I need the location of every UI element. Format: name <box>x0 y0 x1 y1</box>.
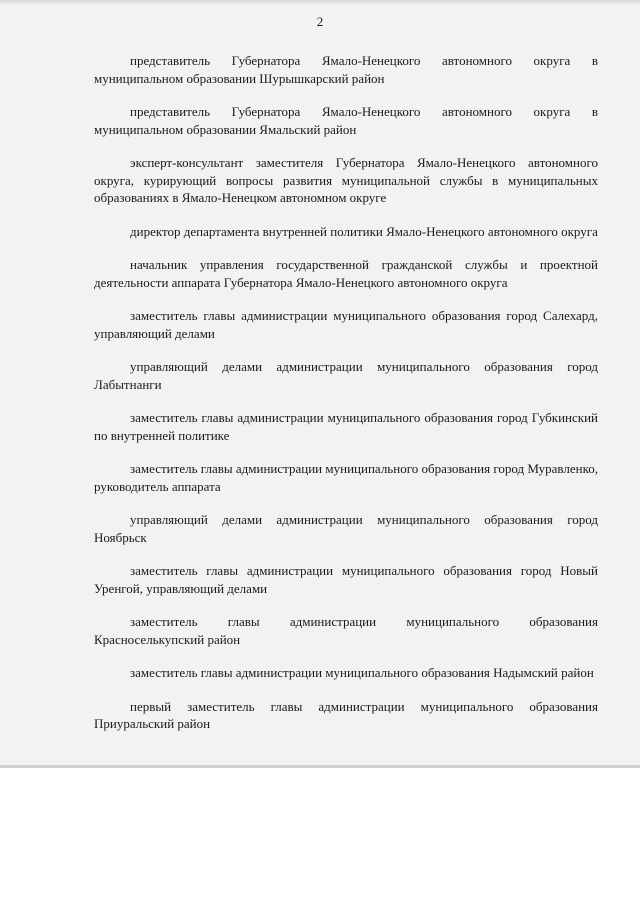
position-entry: управляющий делами администрации муниципального образования город Ноябрьск <box>94 512 598 545</box>
position-entry: заместитель главы администрации муниципального образования Надымский район <box>130 665 594 680</box>
position-entry: заместитель главы администрации муниципального образования Красноселькупский район <box>94 614 598 647</box>
position-entry: заместитель главы администрации муниципального образования город Новый Уренгой, управляющий делами <box>94 563 598 596</box>
position-entry: начальник управления государственной гражданской службы и проектной деятельности аппарата Губернатора Ямало-Ненецкого автономного округа <box>94 257 598 290</box>
position-entry: представитель Губернатора Ямало-Ненецкого автономного округа в муниципальном образовании Ямальский район <box>94 104 598 137</box>
position-entry: заместитель главы администрации муниципального образования город Губкинский по внутренней политике <box>94 410 598 443</box>
position-list <box>94 52 598 747</box>
page-number: 2 <box>316 14 324 29</box>
position-entry: заместитель главы администрации муниципального образования город Салехард, управляющий делами <box>94 308 598 341</box>
position-entry: представитель Губернатора Ямало-Ненецкого автономного округа в муниципальном образовании Шурышкарский район <box>94 53 598 86</box>
position-entry: эксперт-консультант заместителя Губернатора Ямало-Ненецкого автономного округа, курирующий вопросы развития муниципальной службы в муниципальных образованиях в Ямало-Ненецком автономном округе <box>94 155 598 205</box>
position-entry: директор департамента внутренней политики Ямало-Ненецкого автономного округа <box>130 223 598 239</box>
position-entry: заместитель главы администрации муниципального образования город Муравленко, руководитель аппарата <box>94 461 598 494</box>
position-entry: первый заместитель главы администрации муниципального образования Приуральский район <box>94 698 598 731</box>
position-entry: управляющий делами администрации муниципального образования город Лабытнанги <box>94 359 598 392</box>
